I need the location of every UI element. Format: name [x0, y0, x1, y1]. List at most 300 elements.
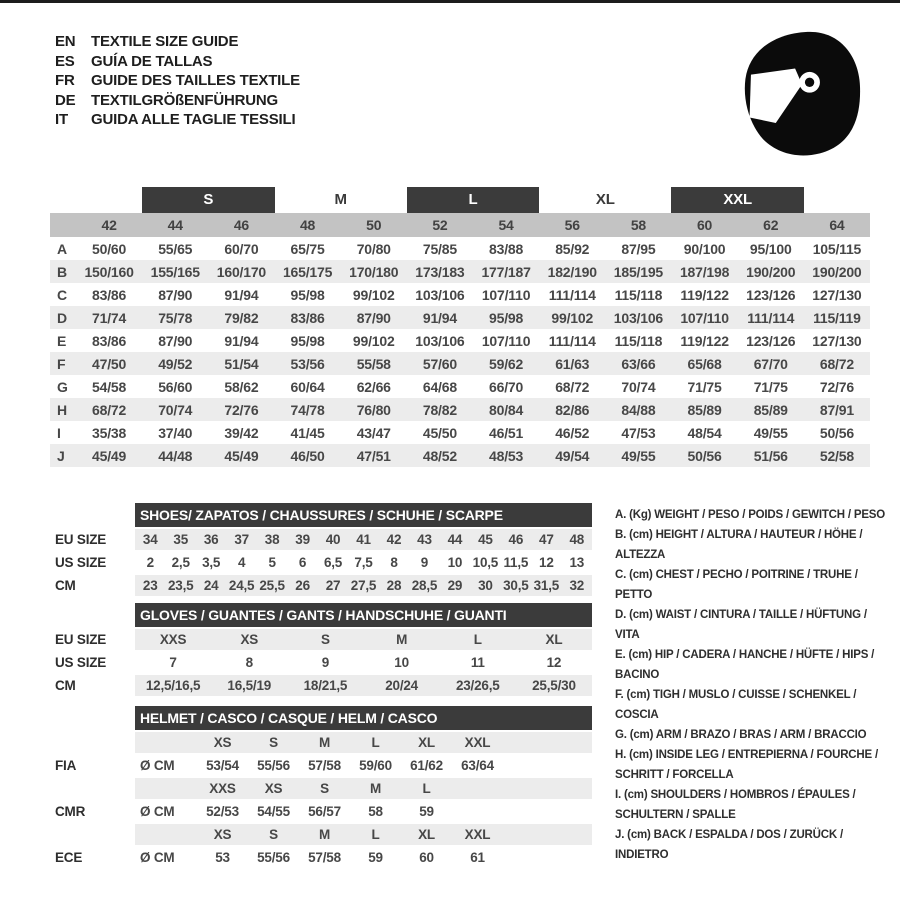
shoes-value: 25,5	[259, 578, 285, 593]
size-value: 48/52	[422, 447, 457, 464]
size-value: 79/82	[224, 309, 259, 326]
size-value: 115/119	[813, 309, 861, 326]
gloves-table	[55, 603, 595, 696]
legend-item: G. (cm) ARM / BRAZO / BRAS / ARM / BRACCIO	[615, 729, 867, 741]
shoes-value: 38	[264, 532, 280, 547]
helmet-size-value: 55/56	[257, 850, 290, 865]
row-label: J	[57, 447, 65, 464]
language-code: ES	[55, 52, 75, 70]
size-value: 45/49	[92, 447, 127, 464]
shoes-table	[55, 503, 595, 596]
helmet-unit-label: Ø CM	[140, 850, 175, 865]
size-value: 95/98	[489, 309, 524, 326]
gloves-row-label: US SIZE	[55, 655, 107, 670]
row-label: F	[57, 355, 66, 372]
helmet-size-header: XL	[418, 827, 435, 842]
language-title: TEXTILGRÖßENFÜHRUNG	[91, 91, 279, 109]
size-value: 91/94	[422, 309, 457, 326]
size-value: 75/85	[422, 240, 457, 257]
language-code: FR	[55, 72, 75, 89]
size-row-b	[50, 260, 870, 283]
size-value: 107/110	[680, 309, 729, 326]
shoes-value: 39	[295, 532, 310, 547]
column-header: 60	[696, 217, 713, 233]
size-value: 68/72	[92, 401, 127, 418]
column-header: 50	[366, 217, 382, 233]
column-header: 64	[829, 217, 845, 233]
gloves-value: 7	[169, 655, 177, 670]
helmet-size-value: 56/57	[308, 804, 341, 819]
size-value: 90/100	[683, 240, 726, 257]
gloves-row-label: EU SIZE	[55, 632, 107, 647]
size-value: 185/195	[613, 263, 664, 280]
size-value: 63/66	[621, 355, 656, 372]
helmet-size-value: 54/55	[257, 804, 290, 819]
size-value: 74/78	[290, 401, 325, 418]
gloves-value: 8	[245, 655, 253, 670]
size-value: 76/80	[356, 401, 391, 418]
size-group-s: S	[142, 187, 274, 213]
shoes-value: 41	[356, 532, 371, 547]
shoes-value: 44	[447, 532, 463, 547]
legend-item: D. (cm) WAIST / CINTURA / TAILLE / HÜFTUNG / VITA	[615, 609, 867, 641]
size-value: 71/74	[92, 309, 127, 326]
size-value: 170/180	[349, 263, 399, 280]
size-value: 119/122	[680, 332, 729, 349]
size-value: 50/56	[687, 447, 722, 464]
helmet-size-header: XXL	[464, 735, 491, 750]
size-value: 51/54	[224, 355, 259, 372]
size-value: 103/106	[613, 309, 664, 326]
helmet-size-header: M	[318, 735, 331, 750]
row-label: G	[57, 378, 68, 395]
helmet-values-row	[135, 801, 592, 822]
shoes-value: 45	[478, 532, 493, 547]
gloves-value: 23/26,5	[455, 678, 500, 693]
helmet-size-value: 53	[215, 850, 230, 865]
gloves-row	[135, 675, 592, 696]
main-table-body	[50, 237, 870, 467]
row-label: I	[57, 424, 61, 441]
shoes-value: 28	[386, 578, 402, 593]
size-value: 75/78	[158, 309, 193, 326]
size-value: 82/86	[555, 401, 590, 418]
size-value: 39/42	[224, 424, 259, 441]
size-value: 50/60	[92, 240, 127, 257]
size-row-e	[50, 329, 870, 352]
size-value: 111/114	[747, 309, 795, 326]
language-title: GUIDA ALLE TAGLIE TESSILI	[91, 111, 296, 128]
size-value: 83/86	[290, 309, 325, 326]
size-row-i	[50, 421, 870, 444]
column-header: 62	[763, 217, 779, 233]
size-row-d	[50, 306, 870, 329]
size-value: 52/58	[819, 447, 854, 464]
shoes-value: 4	[237, 555, 246, 570]
shoes-value: 3,5	[202, 555, 221, 570]
helmet-sizes-row	[135, 732, 592, 753]
size-value: 44/48	[158, 447, 193, 464]
size-value: 160/170	[216, 263, 267, 280]
helmet-unit-label: Ø CM	[140, 758, 175, 773]
helmet-size-header: L	[371, 827, 380, 842]
main-table-header-row	[50, 213, 870, 237]
shoes-value: 23,5	[167, 578, 194, 593]
size-value: 80/84	[489, 401, 524, 418]
size-value: 103/106	[415, 332, 465, 349]
helmet-sizes-row	[135, 824, 592, 845]
helmet-size-header: XXS	[209, 781, 236, 796]
helmet-sizes-row	[135, 778, 592, 799]
size-value: 87/90	[356, 309, 391, 326]
shoes-value: 32	[569, 578, 585, 593]
gloves-value: 9	[321, 655, 330, 670]
column-header: 58	[630, 217, 646, 233]
shoes-value: 5	[268, 555, 276, 570]
shoes-value: 13	[569, 555, 585, 570]
helmet-size-header: S	[269, 827, 278, 842]
shoes-value: 37	[234, 532, 249, 547]
size-value: 99/102	[352, 332, 395, 349]
size-value: 87/91	[819, 401, 854, 418]
shoes-value: 30	[478, 578, 493, 593]
shoes-value: 9	[420, 555, 429, 570]
legend-item: E. (cm) HIP / CADERA / HANCHE / HÜFTE / HIPS / BACINO	[615, 649, 875, 681]
gloves-table-title: GLOVES / GUANTES / GANTS / HANDSCHUHE / GUANTI	[135, 603, 592, 627]
legend-item: B. (cm) HEIGHT / ALTURA / HAUTEUR / HÖHE / ALTEZZA	[615, 529, 863, 561]
shoes-value: 31,5	[533, 578, 560, 593]
size-value: 68/72	[555, 378, 590, 395]
column-header: 56	[564, 217, 580, 233]
size-value: 84/88	[621, 401, 656, 418]
language-title: GUIDE DES TAILLES TEXTILE	[91, 72, 300, 89]
size-value: 50/56	[819, 424, 854, 441]
shoes-value: 11,5	[503, 555, 529, 570]
shoes-value: 2	[146, 555, 154, 570]
column-header: 42	[101, 217, 117, 233]
shoes-row	[135, 552, 592, 573]
size-value: 173/183	[415, 263, 465, 280]
shoes-value: 29	[447, 578, 463, 593]
size-value: 95/98	[290, 332, 325, 349]
size-value: 66/70	[489, 378, 524, 395]
helmet-size-value: 61	[470, 850, 485, 865]
helmet-size-value: 53/54	[206, 758, 239, 773]
shoes-value: 24	[203, 578, 219, 593]
shoes-row-label: CM	[55, 578, 76, 593]
size-band-row	[50, 187, 870, 213]
size-value: 49/52	[158, 355, 193, 372]
racing-helmet-icon	[733, 25, 871, 163]
size-value: 99/102	[551, 309, 594, 326]
language-list	[55, 32, 300, 130]
size-value: 95/98	[290, 286, 325, 303]
gloves-value: 11	[470, 655, 485, 670]
size-value: 165/175	[282, 263, 333, 280]
legend-item: I. (cm) SHOULDERS / HOMBROS / ÉPAULES / SCHULTERN / SPALLE	[615, 789, 856, 821]
shoes-value: 27	[325, 578, 341, 593]
helmet-standard-label: CMR	[55, 804, 86, 819]
gloves-row	[135, 629, 592, 650]
size-value: 51/56	[753, 447, 788, 464]
size-value: 71/75	[687, 378, 722, 395]
size-value: 111/114	[548, 286, 596, 303]
helmet-size-value: 57/58	[308, 850, 341, 865]
size-row-c	[50, 283, 870, 306]
helmet-size-header: S	[320, 781, 329, 796]
size-value: 78/82	[422, 401, 457, 418]
shoes-value: 47	[539, 532, 554, 547]
helmet-size-value: 58	[368, 804, 383, 819]
size-value: 72/76	[819, 378, 854, 395]
size-value: 49/54	[555, 447, 590, 464]
size-value: 49/55	[621, 447, 656, 464]
size-value: 127/130	[812, 332, 862, 349]
language-row	[55, 52, 300, 72]
legend-item: A. (Kg) WEIGHT / PESO / POIDS / GEWITCH / PESO	[615, 509, 886, 521]
legend-item: F. (cm) TIGH / MUSLO / CUISSE / SCHENKEL / COSCIA	[615, 689, 857, 721]
row-label: A	[57, 240, 67, 257]
shoes-value: 23	[142, 578, 158, 593]
size-value: 48/53	[489, 447, 524, 464]
size-value: 55/65	[158, 240, 193, 257]
helmet-size-value: 59	[368, 850, 383, 865]
size-value: 62/66	[356, 378, 391, 395]
language-title: GUÍA DE TALLAS	[91, 52, 213, 70]
size-row-g	[50, 375, 870, 398]
helmet-size-value: 63/64	[461, 758, 494, 773]
size-value: 95/100	[749, 240, 792, 257]
row-label: D	[57, 309, 67, 326]
size-value: 177/187	[481, 263, 531, 280]
legend-item: J. (cm) BACK / ESPALDA / DOS / ZURÜCK / INDIETRO	[615, 829, 843, 861]
shoes-row	[135, 575, 592, 596]
size-group-m: M	[334, 191, 347, 208]
size-value: 111/114	[548, 332, 596, 349]
size-value: 150/160	[84, 263, 134, 280]
size-value: 127/130	[812, 286, 862, 303]
size-value: 182/190	[547, 263, 597, 280]
size-row-j	[50, 444, 870, 467]
size-value: 65/75	[290, 240, 325, 257]
size-value: 87/95	[621, 240, 656, 257]
shoes-value: 46	[508, 532, 524, 547]
helmet-size-value: 59/60	[359, 758, 392, 773]
sub-tables	[55, 503, 595, 875]
measurement-legend	[615, 505, 887, 865]
shoes-row-label: US SIZE	[55, 555, 107, 570]
size-row-f	[50, 352, 870, 375]
size-value: 83/88	[489, 240, 524, 257]
helmet-size-header: L	[371, 735, 380, 750]
helmet-size-value: 60	[419, 850, 434, 865]
language-row	[55, 110, 300, 130]
size-value: 41/45	[290, 424, 325, 441]
size-value: 105/115	[812, 240, 862, 257]
gloves-value: 25,5/30	[532, 678, 576, 693]
shoes-value: 35	[173, 532, 189, 547]
size-value: 47/53	[621, 424, 656, 441]
shoes-value: 2,5	[171, 555, 190, 570]
helmet-values-row	[135, 755, 592, 776]
gloves-value: 16,5/19	[227, 678, 272, 693]
row-label: B	[57, 263, 67, 280]
size-value: 64/68	[422, 378, 457, 395]
size-value: 91/94	[224, 332, 259, 349]
helmet-sizes-table	[55, 706, 595, 868]
language-row	[55, 91, 300, 111]
shoes-value: 26	[295, 578, 310, 593]
shoes-value: 12	[539, 555, 554, 570]
size-value: 91/94	[224, 286, 259, 303]
helmet-size-header: M	[318, 827, 331, 842]
gloves-row-label: CM	[55, 678, 76, 693]
gloves-value: XL	[545, 632, 563, 647]
shoes-value: 42	[386, 532, 402, 547]
size-value: 70/74	[158, 401, 193, 418]
helmet-size-header: XL	[418, 735, 435, 750]
shoes-table-title: SHOES/ ZAPATOS / CHAUSSURES / SCHUHE / SCARPE	[135, 503, 592, 527]
shoes-value: 10	[447, 555, 463, 570]
page-top-border	[0, 0, 900, 3]
size-value: 87/90	[158, 332, 193, 349]
size-value: 54/58	[92, 378, 127, 395]
shoes-value: 30,5	[503, 578, 529, 593]
gloves-value: S	[321, 632, 330, 647]
helmet-size-value: 59	[419, 804, 434, 819]
size-value: 85/89	[687, 401, 722, 418]
shoes-value: 40	[325, 532, 341, 547]
language-code: EN	[55, 33, 76, 50]
gloves-row	[135, 652, 592, 673]
size-value: 57/60	[422, 355, 457, 372]
size-value: 59/62	[489, 355, 524, 372]
size-group-xxl: XXL	[671, 187, 803, 213]
gloves-value: 18/21,5	[303, 678, 348, 693]
helmet-size-value: 61/62	[410, 758, 443, 773]
column-header: 54	[498, 217, 514, 233]
size-value: 190/200	[812, 263, 862, 280]
size-value: 87/90	[158, 286, 193, 303]
shoes-value: 8	[390, 555, 398, 570]
size-value: 35/38	[92, 424, 127, 441]
size-value: 67/70	[753, 355, 788, 372]
helmet-size-header: XS	[213, 827, 232, 842]
size-value: 60/64	[290, 378, 325, 395]
column-header: 48	[299, 217, 316, 233]
size-value: 46/50	[290, 447, 325, 464]
shoes-value: 6	[298, 555, 307, 570]
helmet-size-value: 57/58	[308, 758, 341, 773]
size-value: 190/200	[746, 263, 796, 280]
shoes-value: 27,5	[350, 578, 377, 593]
size-value: 71/75	[753, 378, 788, 395]
size-row-h	[50, 398, 870, 421]
size-value: 46/52	[555, 424, 590, 441]
size-value: 68/72	[819, 355, 854, 372]
size-value: 72/76	[224, 401, 259, 418]
gloves-value: XS	[240, 632, 259, 647]
gloves-value: 12	[546, 655, 562, 670]
shoes-value: 24,5	[228, 578, 255, 593]
shoes-value: 34	[142, 532, 158, 547]
size-value: 43/47	[356, 424, 391, 441]
helmet-size-value: 55/56	[257, 758, 290, 773]
helmet-values-row	[135, 847, 592, 868]
size-value: 99/102	[352, 286, 395, 303]
size-value: 119/122	[680, 286, 729, 303]
size-group-xl: XL	[595, 191, 615, 208]
shoes-row	[135, 529, 592, 550]
helmet-size-header: L	[422, 781, 431, 796]
size-value: 107/110	[481, 286, 531, 303]
size-value: 46/51	[489, 424, 524, 441]
gloves-value: 12,5/16,5	[145, 678, 201, 693]
size-value: 85/89	[753, 401, 788, 418]
gloves-value: M	[396, 632, 408, 647]
size-value: 45/49	[224, 447, 259, 464]
size-value: 123/126	[746, 332, 796, 349]
row-label: C	[57, 286, 67, 303]
shoes-value: 6,5	[323, 555, 343, 570]
size-value: 85/92	[555, 240, 590, 257]
helmet-size-header: XXL	[464, 827, 491, 842]
helmet-size-header: S	[269, 735, 278, 750]
size-value: 47/50	[92, 355, 127, 372]
size-value: 49/55	[753, 424, 788, 441]
size-value: 70/74	[621, 378, 656, 395]
row-label: E	[57, 332, 67, 349]
size-value: 60/70	[224, 240, 259, 257]
size-value: 56/60	[158, 378, 193, 395]
row-label: H	[57, 401, 67, 418]
size-value: 187/198	[679, 263, 730, 280]
shoes-value: 7,5	[354, 555, 373, 570]
size-value: 53/56	[290, 355, 325, 372]
size-value: 55/58	[356, 355, 391, 372]
size-value: 70/80	[356, 240, 391, 257]
size-value: 155/165	[150, 263, 200, 280]
column-header: 52	[432, 217, 448, 233]
helmet-size-header: XS	[264, 781, 283, 796]
shoes-value: 43	[417, 532, 432, 547]
size-value: 47/51	[356, 447, 391, 464]
legend-item: C. (cm) CHEST / PECHO / POITRINE / TRUHE / PETTO	[615, 569, 858, 601]
size-value: 123/126	[746, 286, 796, 303]
size-value: 45/50	[422, 424, 457, 441]
gloves-value: XXS	[159, 632, 187, 647]
language-title: TEXTILE SIZE GUIDE	[91, 33, 239, 50]
size-row-a	[50, 237, 870, 260]
size-value: 115/118	[614, 332, 663, 349]
language-code: IT	[55, 111, 68, 128]
column-header: 46	[233, 217, 249, 233]
helmet-standard-label: FIA	[55, 758, 77, 773]
size-value: 83/86	[92, 286, 127, 303]
gloves-value: 10	[394, 655, 409, 670]
language-code: DE	[55, 91, 76, 109]
column-header: 44	[167, 217, 183, 233]
helmet-size-header: XS	[213, 735, 232, 750]
size-value: 58/62	[224, 378, 259, 395]
size-value: 103/106	[415, 286, 465, 303]
helmet-size-value: 52/53	[206, 804, 239, 819]
size-value: 107/110	[481, 332, 531, 349]
shoes-value: 28,5	[411, 578, 438, 593]
size-value: 37/40	[158, 424, 193, 441]
language-row	[55, 71, 300, 91]
shoes-value: 36	[203, 532, 219, 547]
